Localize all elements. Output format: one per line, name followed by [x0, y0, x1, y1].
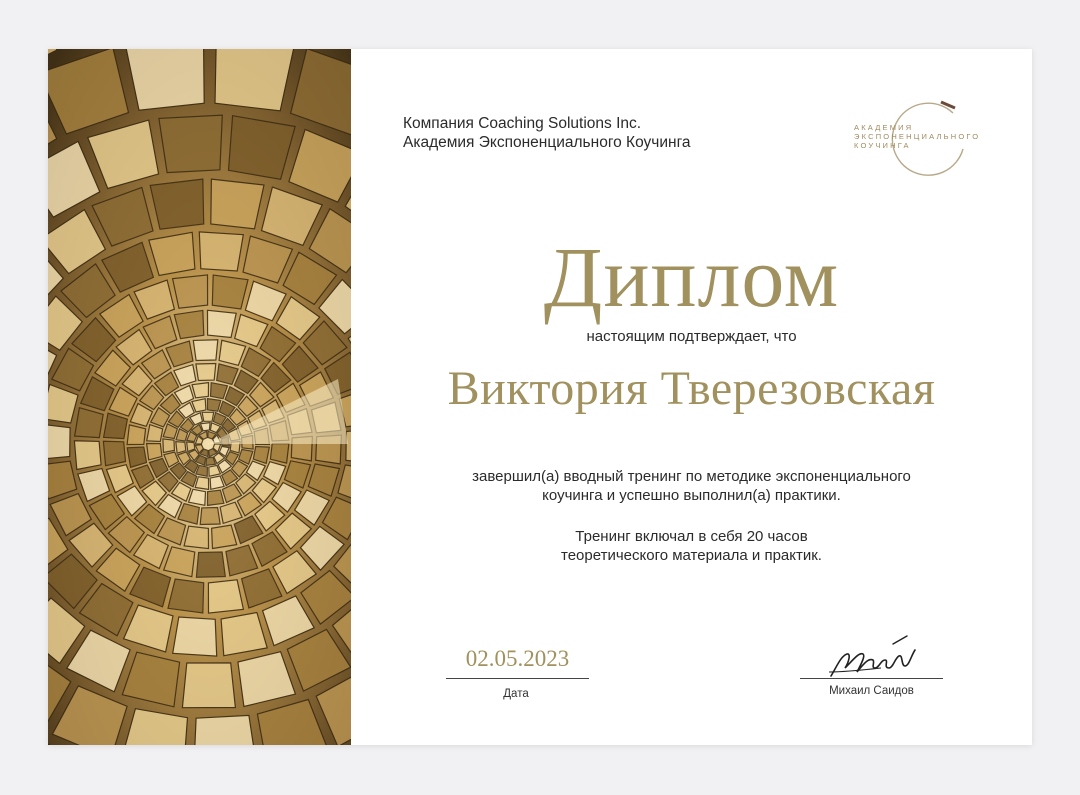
organization-company: Компания Coaching Solutions Inc.	[403, 115, 642, 132]
golden-mosaic-image	[48, 49, 351, 745]
recipient-name: Виктория Тверезовская	[447, 362, 936, 415]
signature-underline	[800, 678, 943, 679]
confirm-text: настоящим подтверждает, что	[586, 328, 797, 345]
description-line-1: завершил(а) вводный тренинг по методике экспоненциального	[472, 468, 911, 485]
hours-line-1: Тренинг включал в себя 20 часов	[575, 528, 808, 545]
certificate-title: Диплом	[543, 229, 840, 325]
mosaic-graphic	[48, 49, 351, 745]
hours-line-2: теоретического материала и практик.	[561, 547, 822, 564]
academy-logo	[838, 89, 998, 179]
organization-block	[403, 114, 691, 152]
date-value: 02.05.2023	[465, 646, 570, 671]
signer-name: Михаил Саидов	[829, 685, 914, 697]
description-line-2: коучинга и успешно выполнил(а) практики.	[542, 487, 841, 504]
date-label: Дата	[503, 688, 529, 700]
logo-line-2: ЭКСПОНЕНЦИАЛЬНОГО	[854, 132, 981, 141]
logo-line-1: АКАДЕМИЯ	[854, 123, 914, 132]
logo-text	[854, 123, 980, 150]
organization-academy: Академия Экспоненциального Коучинга	[403, 134, 691, 151]
description-text	[351, 467, 1032, 505]
date-underline	[446, 678, 589, 679]
certificate-card	[48, 49, 1032, 745]
hours-text	[351, 527, 1032, 565]
logo-line-3: КОУЧИНГА	[854, 141, 911, 150]
handwritten-signature	[823, 632, 923, 682]
